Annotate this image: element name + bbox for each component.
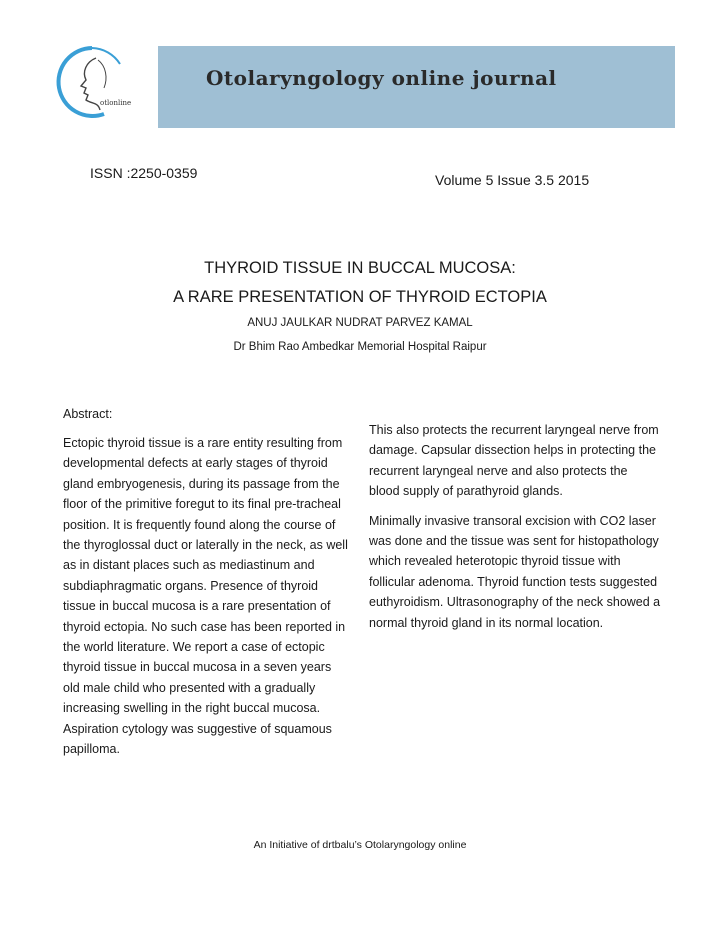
abstract-label: Abstract: [63,407,113,421]
article-title-line-2: A RARE PRESENTATION OF THYROID ECTOPIA [173,288,547,306]
article-title-line-1: THYROID TISSUE IN BUCCAL MUCOSA: [204,259,516,277]
issn: ISSN :2250-0359 [90,165,198,181]
footer-text: An Initiative of drtbalu’s Otolaryngology online [253,839,467,851]
volume-issue: Volume 5 Issue 3.5 2015 [435,172,590,188]
abstract-paragraph-right-2: Minimally invasive transoral excision with CO2 laser was done and the tissue was sent for histopathology which revealed heterotopic thyroid tissue with follicular adenoma. Thyroid function tests suggested euthyroidism. Ultrasonography of the neck showed a normal thyroid gland in its normal location. [369,513,661,630]
abstract-right-column [369,420,661,633]
affiliation: Dr Bhim Rao Ambedkar Memorial Hospital Raipur [233,341,487,353]
abstract-paragraph-right-1: This also protects the recurrent laryngeal nerve from damage. Capsular dissection helps in protecting the recurrent laryngeal nerve and also protects the blood supply of parathyroid glands. [369,423,659,499]
authors: ANUJ JAULKAR NUDRAT PARVEZ KAMAL [247,317,473,329]
abstract-paragraph: Ectopic thyroid tissue is a rare entity resulting from developmental defects at early stages of thyroid gland embryogenesis, during its passage from the floor of the primitive foregut to its final pre-tracheal position. It is frequently found along the course of the thyroglossal duct or laterally in the neck, as well as in distant places such as mediastinum and subdiaphragmatic organs. Presence of thyroid tissue in buccal mucosa is a rare presentation of thyroid ectopia. No such case has been reported in the world literature. We report a case of ectopic thyroid tissue in buccal mucosa in a seven years old male child who presented with a gradually increasing swelling in the right buccal mucosa. Aspiration cytology was suggestive of squamous papilloma. [63,436,348,757]
logo-text: otlonline [100,99,132,107]
journal-banner [158,46,675,128]
abstract-left-column [63,433,351,760]
journal-logo-icon [48,40,160,122]
journal-title: Otolaryngology online journal [206,66,557,90]
